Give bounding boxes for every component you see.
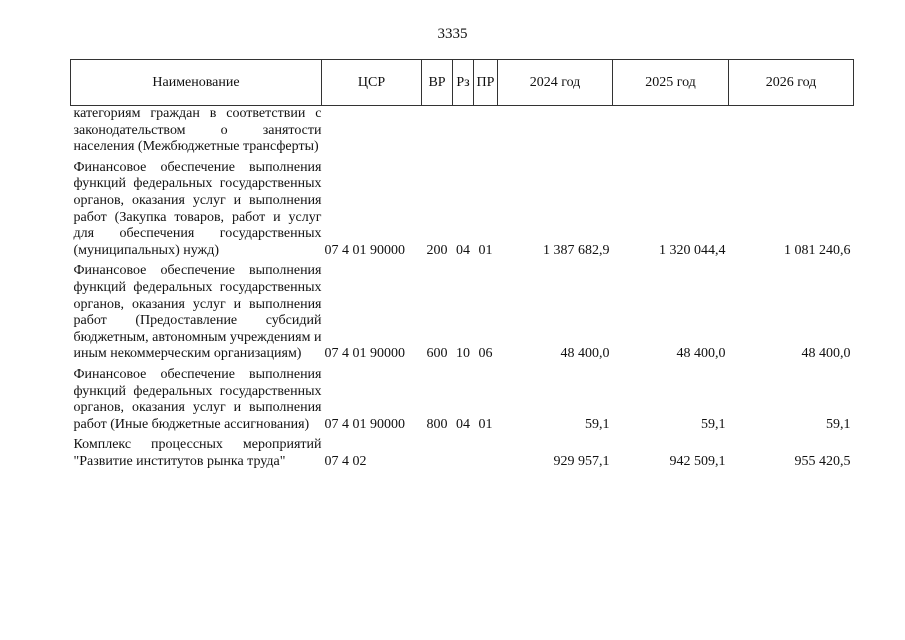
table-row	[71, 263, 854, 367]
row-vr	[422, 106, 453, 160]
header-2024: 2024 год	[498, 60, 613, 106]
row-pr: 01	[478, 416, 493, 432]
row-csr	[322, 106, 422, 160]
row-2025: 59,1	[701, 416, 726, 432]
header-csr: ЦСР	[322, 60, 422, 106]
row-2026	[729, 106, 854, 160]
page-number: 3335	[437, 26, 468, 42]
header-vr: ВР	[422, 60, 453, 106]
row-2026: 59,1	[826, 416, 851, 432]
row-2025: 942 509,1	[669, 453, 726, 469]
row-2025	[613, 106, 729, 160]
row-2024: 1 387 682,9	[543, 242, 610, 258]
row-vr: 600	[426, 346, 448, 362]
table-row	[71, 437, 854, 474]
row-2025: 48 400,0	[676, 346, 726, 362]
header-2026: 2026 год	[729, 60, 854, 106]
row-2024	[498, 106, 613, 160]
row-rz	[453, 106, 474, 160]
row-name: Финансовое обеспечение выполнения функций федеральных государственных органов, оказания услуг и выполнения работ (Закупка товаров, работ и услуг для обеспечения государственных (муниципальных) нужд)	[73, 159, 322, 258]
row-csr: 07 4 01 90000	[324, 416, 405, 432]
table-header-row	[71, 60, 854, 106]
row-csr: 07 4 02	[324, 453, 367, 469]
row-rz: 04	[456, 416, 470, 432]
row-rz	[453, 437, 474, 474]
row-name: Финансовое обеспечение выполнения функций федеральных государственных органов, оказания услуг и выполнения работ (Иные бюджетные ассигнования)	[73, 366, 322, 432]
row-2026: 48 400,0	[801, 346, 851, 362]
row-vr: 200	[426, 242, 448, 258]
row-rz: 10	[456, 346, 470, 362]
header-name: Наименование	[71, 60, 322, 106]
table-row	[71, 106, 854, 160]
row-csr: 07 4 01 90000	[324, 242, 405, 258]
row-pr	[474, 437, 498, 474]
row-name: категориям граждан в соответствии с законодательством о занятости населения (Межбюджетные трансферты)	[73, 106, 322, 155]
row-rz: 04	[456, 242, 470, 258]
row-2024: 59,1	[585, 416, 610, 432]
header-2025: 2025 год	[613, 60, 729, 106]
row-csr: 07 4 01 90000	[324, 346, 405, 362]
table-row	[71, 160, 854, 264]
budget-table	[70, 59, 854, 474]
table-row	[71, 367, 854, 437]
row-2024: 48 400,0	[560, 346, 610, 362]
row-pr: 06	[478, 346, 493, 362]
row-pr	[474, 106, 498, 160]
row-name: Финансовое обеспечение выполнения функций федеральных государственных органов, оказания услуг и выполнения работ (Предоставление субсидий бюджетным, автономным учреждениям и иным некоммерческим организациям)	[73, 263, 322, 362]
row-2026: 1 081 240,6	[784, 242, 851, 258]
row-2024: 929 957,1	[553, 453, 610, 469]
row-vr	[422, 437, 453, 474]
row-pr: 01	[478, 242, 493, 258]
header-pr: ПР	[474, 60, 498, 106]
header-rz: Рз	[453, 60, 474, 106]
row-vr: 800	[426, 416, 448, 432]
row-2025: 1 320 044,4	[659, 242, 726, 258]
row-name: Комплекс процессных мероприятий "Развитие институтов рынка труда"	[73, 437, 322, 469]
row-2026: 955 420,5	[794, 453, 851, 469]
